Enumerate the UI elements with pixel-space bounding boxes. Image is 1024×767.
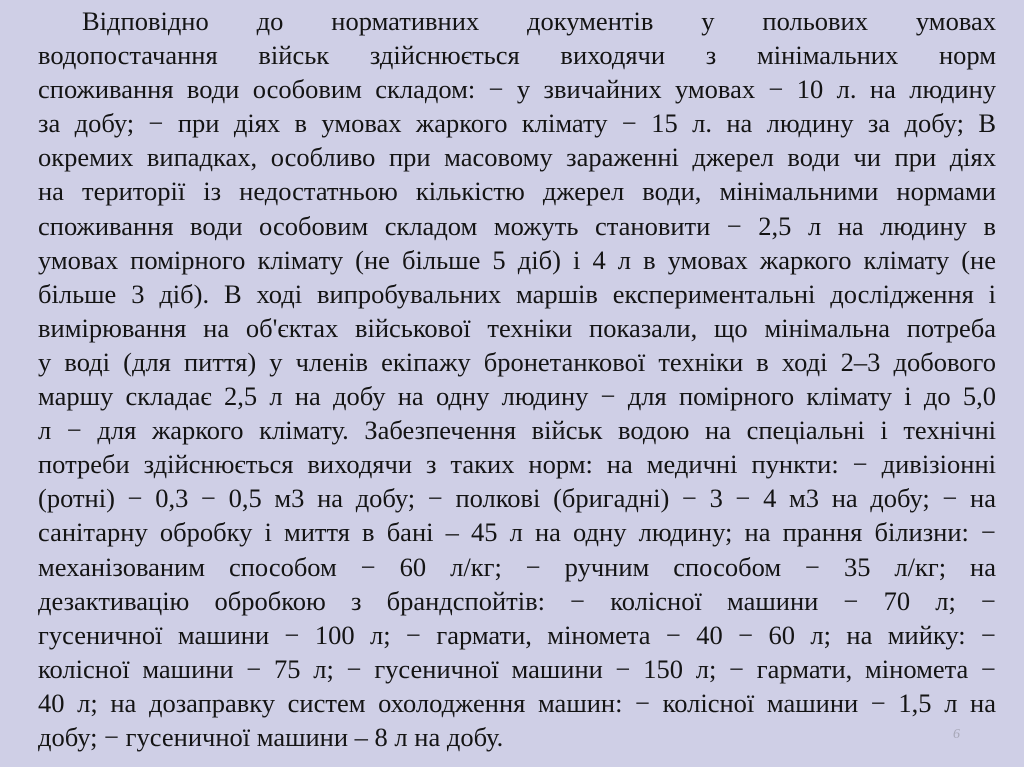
body-text [38, 4, 996, 754]
text-line-11: у воді (для пиття) у членів екіпажу бронетанкової техніки в ході 2–3 добового [38, 346, 996, 377]
text-line-2: водопостачання військ здійснюється виходячи з мінімальних норм [38, 40, 996, 71]
text-line-8: умовах помірного клімату (не більше 5 діб) і 4 л в умовах жаркого клімату (не [38, 244, 996, 275]
slide-number: 6 [953, 727, 960, 742]
text-line-19: гусеничної машини − 100 л; − гармати, міномета − 40 − 60 л; на мийку: − [38, 619, 996, 650]
text-line-20: колісної машини − 75 л; − гусеничної машини − 150 л; − гармати, міномета − [38, 653, 996, 684]
text-line-9: більше 3 діб). В ході випробувальних маршів експериментальні дослідження і [38, 278, 996, 309]
text-line-5: окремих випадках, особливо при масовому зараженні джерел води чи при діях [38, 142, 996, 173]
text-line-1: Відповідно до нормативних документів у польових умовах [82, 6, 996, 36]
text-line-14: потреби здійснюється виходячи з таких норм: на медичні пункти: − дивізіонні [38, 449, 996, 480]
text-line-3: споживання води особовим складом: − у звичайних умовах − 10 л. на людину [38, 74, 996, 105]
text-line-21: 40 л; на дозаправку систем охолодження машин: − колісної машини − 1,5 л на [38, 687, 996, 718]
text-line-18: дезактивацію обробкою з брандспойтів: − колісної машини − 70 л; − [38, 585, 996, 616]
text-line-13: л − для жаркого клімату. Забезпечення військ водою на спеціальні і технічні [38, 415, 996, 446]
text-line-22: добу; − гусеничної машини – 8 л на добу. [38, 721, 504, 752]
text-line-4: за добу; − при діях в умовах жаркого клімату − 15 л. на людину за добу; В [38, 108, 996, 139]
text-line-17: механізованим способом − 60 л/кг; − ручним способом − 35 л/кг; на [38, 551, 996, 582]
text-line-16: санітарну обробку і миття в бані – 45 л на одну людину; на прання білизни: − [38, 517, 996, 548]
text-line-12: маршу складає 2,5 л на добу на одну людину − для помірного клімату і до 5,0 [38, 381, 996, 412]
text-line-10: вимірювання на об'єктах військової техніки показали, що мінімальна потреба [38, 312, 996, 343]
text-line-6: на території із недостатньою кількістю джерел води, мінімальними нормами [38, 176, 996, 207]
text-line-15: (ротні) − 0,3 − 0,5 м3 на добу; − полкові (бригадні) − 3 − 4 м3 на добу; − на [38, 483, 996, 514]
text-line-7: споживання води особовим складом можуть становити − 2,5 л на людину в [38, 210, 996, 241]
